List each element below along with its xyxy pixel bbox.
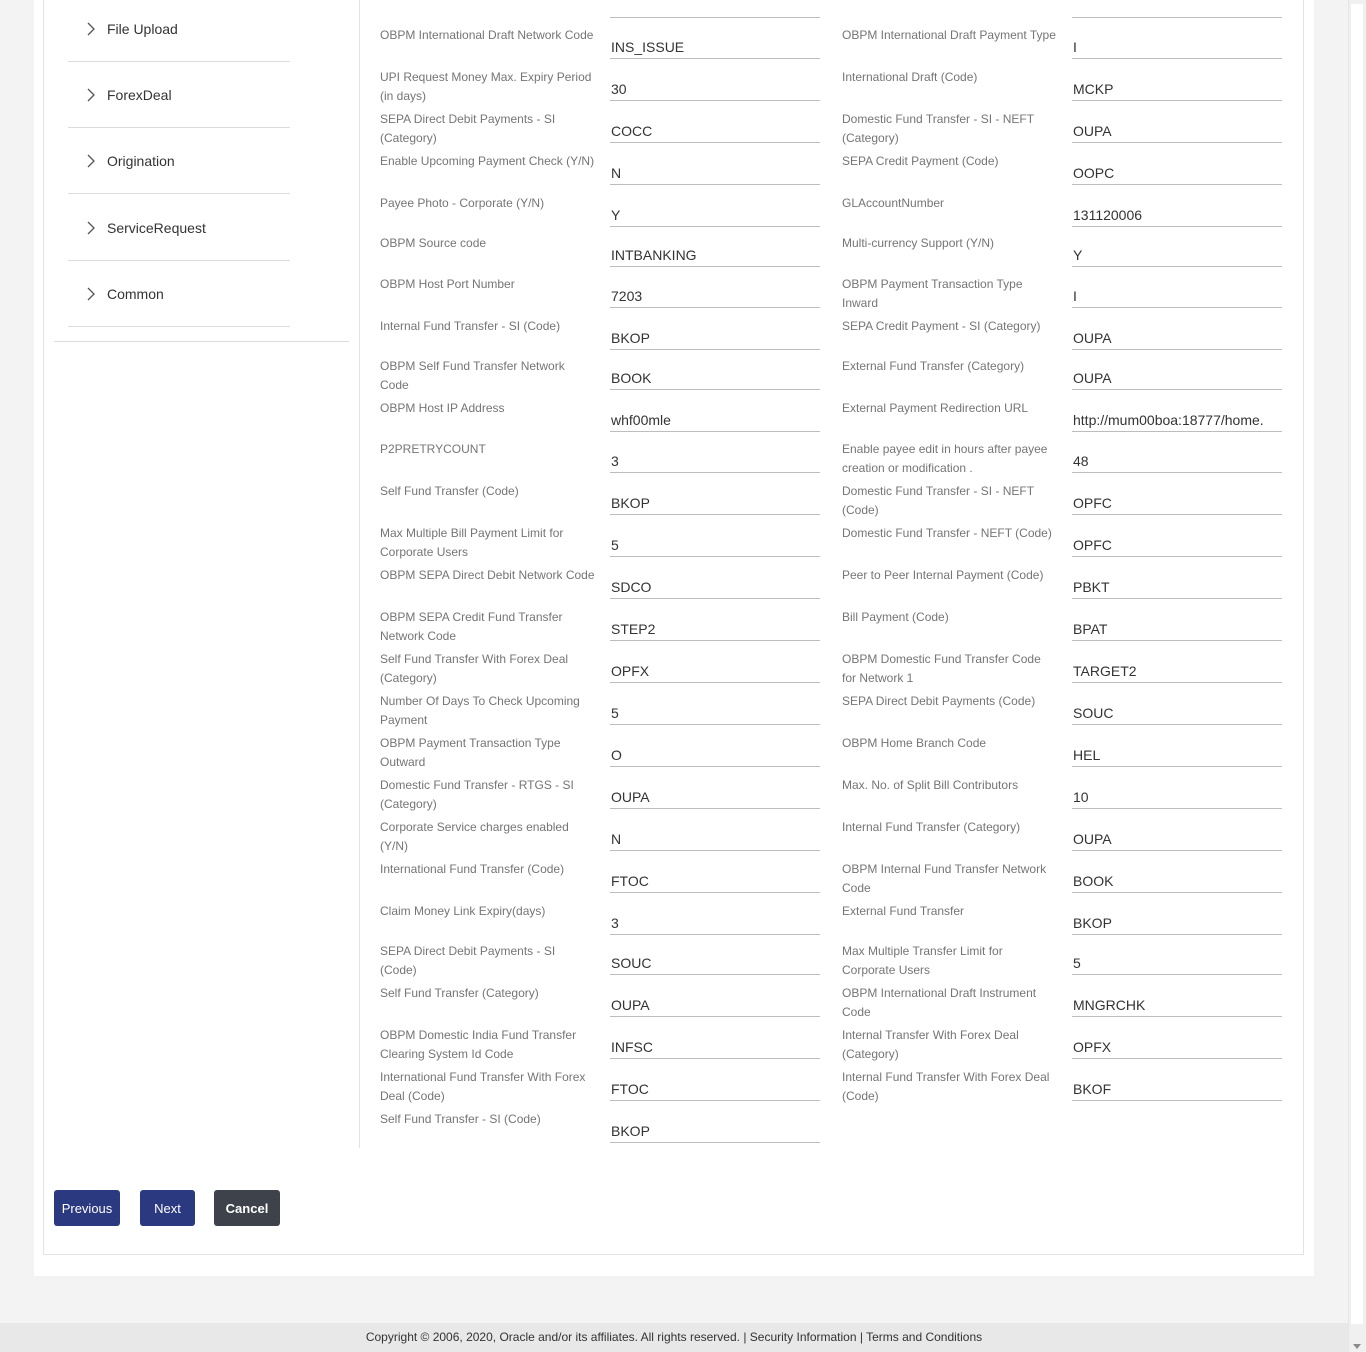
field-value[interactable]: Y bbox=[610, 193, 820, 227]
field-label: Self Fund Transfer (Code) bbox=[380, 484, 519, 498]
field-label: OBPM SEPA Direct Debit Network Code bbox=[380, 568, 595, 582]
field-value[interactable]: SOUC bbox=[610, 941, 820, 975]
next-button[interactable]: Next bbox=[140, 1190, 195, 1226]
field-label: Self Fund Transfer - SI (Code) bbox=[380, 1112, 541, 1126]
terms-and-conditions-link[interactable]: Terms and Conditions bbox=[866, 1330, 983, 1344]
field-label: OBPM Payment Transaction Type Outward bbox=[380, 736, 561, 769]
field-value[interactable]: http://mum00boa:18777/home. bbox=[1072, 398, 1282, 432]
field-value[interactable]: 3 bbox=[610, 439, 820, 473]
field-value[interactable]: 30 bbox=[610, 67, 820, 101]
field-label: Enable payee edit in hours after payee creation or modification . bbox=[842, 442, 1048, 475]
field-value[interactable]: 5 bbox=[610, 691, 820, 725]
field-label: Enable Upcoming Payment Check (Y/N) bbox=[380, 154, 595, 168]
field-value[interactable]: PBKT bbox=[1072, 565, 1282, 599]
field-value[interactable]: FTOC bbox=[610, 1067, 820, 1101]
field-value[interactable]: N bbox=[610, 817, 820, 851]
field-value[interactable]: O bbox=[610, 733, 820, 767]
field-value[interactable]: INTBANKING bbox=[610, 233, 820, 267]
field-value[interactable]: 48 bbox=[1072, 439, 1282, 473]
chevron-right-icon bbox=[83, 286, 99, 302]
field-value[interactable]: I bbox=[1072, 25, 1282, 59]
field-label: Max Multiple Transfer Limit for Corporate Users bbox=[842, 944, 1003, 977]
field-value[interactable]: HEL bbox=[1072, 733, 1282, 767]
field-label: External Payment Redirection URL bbox=[842, 401, 1029, 415]
cancel-button[interactable]: Cancel bbox=[214, 1190, 280, 1226]
field-value[interactable]: OPFX bbox=[1072, 1025, 1282, 1059]
sidebar-item-label: File Upload bbox=[107, 20, 178, 37]
page-footer bbox=[0, 1323, 1348, 1352]
field-value[interactable]: OUPA bbox=[1072, 316, 1282, 350]
vertical-scrollbar[interactable] bbox=[1348, 0, 1366, 1352]
field-label: Max. No. of Split Bill Contributors bbox=[842, 778, 1019, 792]
field-label: OBPM Self Fund Transfer Network Code bbox=[380, 359, 565, 392]
field-value[interactable]: 3 bbox=[610, 901, 820, 935]
field-label: OBPM International Draft Payment Type bbox=[842, 28, 1056, 42]
field-label: SEPA Direct Debit Payments - SI (Code) bbox=[380, 944, 556, 977]
field-value[interactable]: BKOP bbox=[610, 316, 820, 350]
field-value[interactable]: whf00mle bbox=[610, 398, 820, 432]
field-label: Peer to Peer Internal Payment (Code) bbox=[842, 568, 1044, 582]
field-label: Internal Fund Transfer With Forex Deal (Code) bbox=[842, 1070, 1050, 1103]
column-divider bbox=[359, 0, 360, 1148]
field-value[interactable]: FTOC bbox=[610, 859, 820, 893]
field-value[interactable]: COCC bbox=[610, 109, 820, 143]
sidebar-item-origination[interactable] bbox=[68, 128, 290, 194]
sidebar-item-common[interactable] bbox=[68, 261, 290, 327]
field-label: Domestic Fund Transfer - SI - NEFT (Category) bbox=[842, 112, 1034, 145]
chevron-right-icon bbox=[83, 87, 99, 103]
field-label: External Fund Transfer (Category) bbox=[842, 359, 1025, 373]
scroll-down-arrow-icon[interactable] bbox=[1353, 1344, 1361, 1349]
copyright-text: Copyright © 2006, 2020, Oracle and/or its affiliates. All rights reserved. bbox=[365, 1330, 740, 1344]
footer-separator: | bbox=[856, 1330, 867, 1344]
scrollbar-thumb[interactable] bbox=[1351, 4, 1363, 1324]
field-value[interactable]: STEP2 bbox=[610, 607, 820, 641]
field-label: SEPA Credit Payment (Code) bbox=[842, 154, 999, 168]
field-label: Self Fund Transfer (Category) bbox=[380, 986, 539, 1000]
chevron-right-icon bbox=[83, 21, 99, 37]
field-value[interactable]: OPFC bbox=[1072, 481, 1282, 515]
field-value[interactable]: 5 bbox=[610, 523, 820, 557]
field-label: OBPM Internal Fund Transfer Network Code bbox=[842, 862, 1047, 895]
field-label: Payee Photo - Corporate (Y/N) bbox=[380, 196, 545, 210]
field-label: OBPM International Draft Network Code bbox=[380, 28, 594, 42]
field-label: OBPM Host IP Address bbox=[380, 401, 505, 415]
field-value[interactable]: BKOP bbox=[610, 481, 820, 515]
field-value[interactable]: SDCO bbox=[610, 565, 820, 599]
chevron-right-icon bbox=[83, 220, 99, 236]
field-value[interactable]: Y bbox=[1072, 233, 1282, 267]
field-value[interactable]: OPFC bbox=[1072, 523, 1282, 557]
field-value[interactable]: BOOK bbox=[610, 356, 820, 390]
sidebar-item-label: Origination bbox=[107, 152, 175, 169]
sidebar-item-forexdeal[interactable] bbox=[68, 62, 290, 128]
field-value[interactable]: BKOP bbox=[610, 1109, 820, 1143]
field-label: P2PRETRYCOUNT bbox=[380, 442, 486, 456]
field-label: UPI Request Money Max. Expiry Period (in days) bbox=[380, 70, 592, 103]
field-value[interactable]: SOUC bbox=[1072, 691, 1282, 725]
field-label: OBPM SEPA Credit Fund Transfer Network Code bbox=[380, 610, 563, 643]
field-label: Domestic Fund Transfer - NEFT (Code) bbox=[842, 526, 1052, 540]
field-label: External Fund Transfer bbox=[842, 904, 965, 918]
field-label: Internal Fund Transfer - SI (Code) bbox=[380, 319, 561, 333]
field-value[interactable]: I bbox=[1072, 274, 1282, 308]
field-value[interactable]: BKOP bbox=[1072, 901, 1282, 935]
sidebar-item-label: Common bbox=[107, 285, 164, 302]
field-label: OBPM Domestic Fund Transfer Code for Network 1 bbox=[842, 652, 1041, 685]
field-value[interactable]: INFSC bbox=[610, 1025, 820, 1059]
field-value[interactable]: OOPC bbox=[1072, 151, 1282, 185]
field-label: Multi-currency Support (Y/N) bbox=[842, 236, 995, 250]
field-label: Domestic Fund Transfer - SI - NEFT (Code) bbox=[842, 484, 1034, 517]
field-label: OBPM Payment Transaction Type Inward bbox=[842, 277, 1023, 310]
field-label: International Fund Transfer With Forex Deal (Code) bbox=[380, 1070, 586, 1103]
field-label: OBPM Host Port Number bbox=[380, 277, 515, 291]
field-label: SEPA Credit Payment - SI (Category) bbox=[842, 319, 1041, 333]
field-value[interactable]: N bbox=[610, 151, 820, 185]
sidebar-item-label: ServiceRequest bbox=[107, 219, 206, 236]
field-label: Domestic Fund Transfer - RTGS - SI (Category) bbox=[380, 778, 574, 811]
field-label: International Draft (Code) bbox=[842, 70, 978, 84]
sidebar-item-servicerequest[interactable] bbox=[68, 195, 290, 261]
chevron-right-icon bbox=[83, 153, 99, 169]
field-value[interactable]: MNGRCHK bbox=[1072, 983, 1282, 1017]
field-value[interactable]: OUPA bbox=[610, 983, 820, 1017]
field-value-cut-left[interactable] bbox=[610, 0, 820, 18]
field-label: Self Fund Transfer With Forex Deal (Category) bbox=[380, 652, 569, 685]
field-value[interactable]: TARGET2 bbox=[1072, 649, 1282, 683]
field-label: OBPM Domestic India Fund Transfer Clearing System Id Code bbox=[380, 1028, 577, 1061]
field-label: SEPA Direct Debit Payments (Code) bbox=[842, 694, 1036, 708]
field-label: Number Of Days To Check Upcoming Payment bbox=[380, 694, 580, 727]
field-value[interactable]: 7203 bbox=[610, 274, 820, 308]
field-value[interactable]: OUPA bbox=[1072, 356, 1282, 390]
field-value[interactable]: OUPA bbox=[1072, 817, 1282, 851]
field-value[interactable]: 10 bbox=[1072, 775, 1282, 809]
field-label: OBPM Source code bbox=[380, 236, 487, 250]
field-value[interactable]: BKOF bbox=[1072, 1067, 1282, 1101]
field-label: Internal Fund Transfer (Category) bbox=[842, 820, 1021, 834]
field-value-cut-right[interactable] bbox=[1072, 0, 1282, 18]
field-value[interactable]: OUPA bbox=[1072, 109, 1282, 143]
security-information-link[interactable]: Security Information bbox=[749, 1330, 857, 1344]
field-value[interactable]: 5 bbox=[1072, 941, 1282, 975]
field-label: Max Multiple Bill Payment Limit for Corporate Users bbox=[380, 526, 564, 559]
field-label: Corporate Service charges enabled (Y/N) bbox=[380, 820, 569, 853]
field-value[interactable]: OPFX bbox=[610, 649, 820, 683]
field-label: GLAccountNumber bbox=[842, 196, 945, 210]
sidebar-item-label: ForexDeal bbox=[107, 86, 172, 103]
field-value[interactable]: BOOK bbox=[1072, 859, 1282, 893]
sidebar-item-file-upload[interactable] bbox=[68, 0, 290, 62]
field-value[interactable]: MCKP bbox=[1072, 67, 1282, 101]
field-label: Bill Payment (Code) bbox=[842, 610, 949, 624]
field-label: International Fund Transfer (Code) bbox=[380, 862, 565, 876]
field-label: OBPM International Draft Instrument Code bbox=[842, 986, 1037, 1019]
sidebar bbox=[54, 0, 349, 342]
field-label: OBPM Home Branch Code bbox=[842, 736, 987, 750]
footer-separator: | bbox=[740, 1330, 750, 1344]
field-label: Claim Money Link Expiry(days) bbox=[380, 904, 546, 918]
field-label: SEPA Direct Debit Payments - SI (Category) bbox=[380, 112, 556, 145]
field-value[interactable]: INS_ISSUE bbox=[610, 25, 820, 59]
field-value[interactable]: 131120006 bbox=[1072, 193, 1282, 227]
field-value[interactable]: OUPA bbox=[610, 775, 820, 809]
field-label: Internal Transfer With Forex Deal (Category) bbox=[842, 1028, 1019, 1061]
field-value[interactable]: BPAT bbox=[1072, 607, 1282, 641]
previous-button[interactable]: Previous bbox=[54, 1190, 120, 1226]
